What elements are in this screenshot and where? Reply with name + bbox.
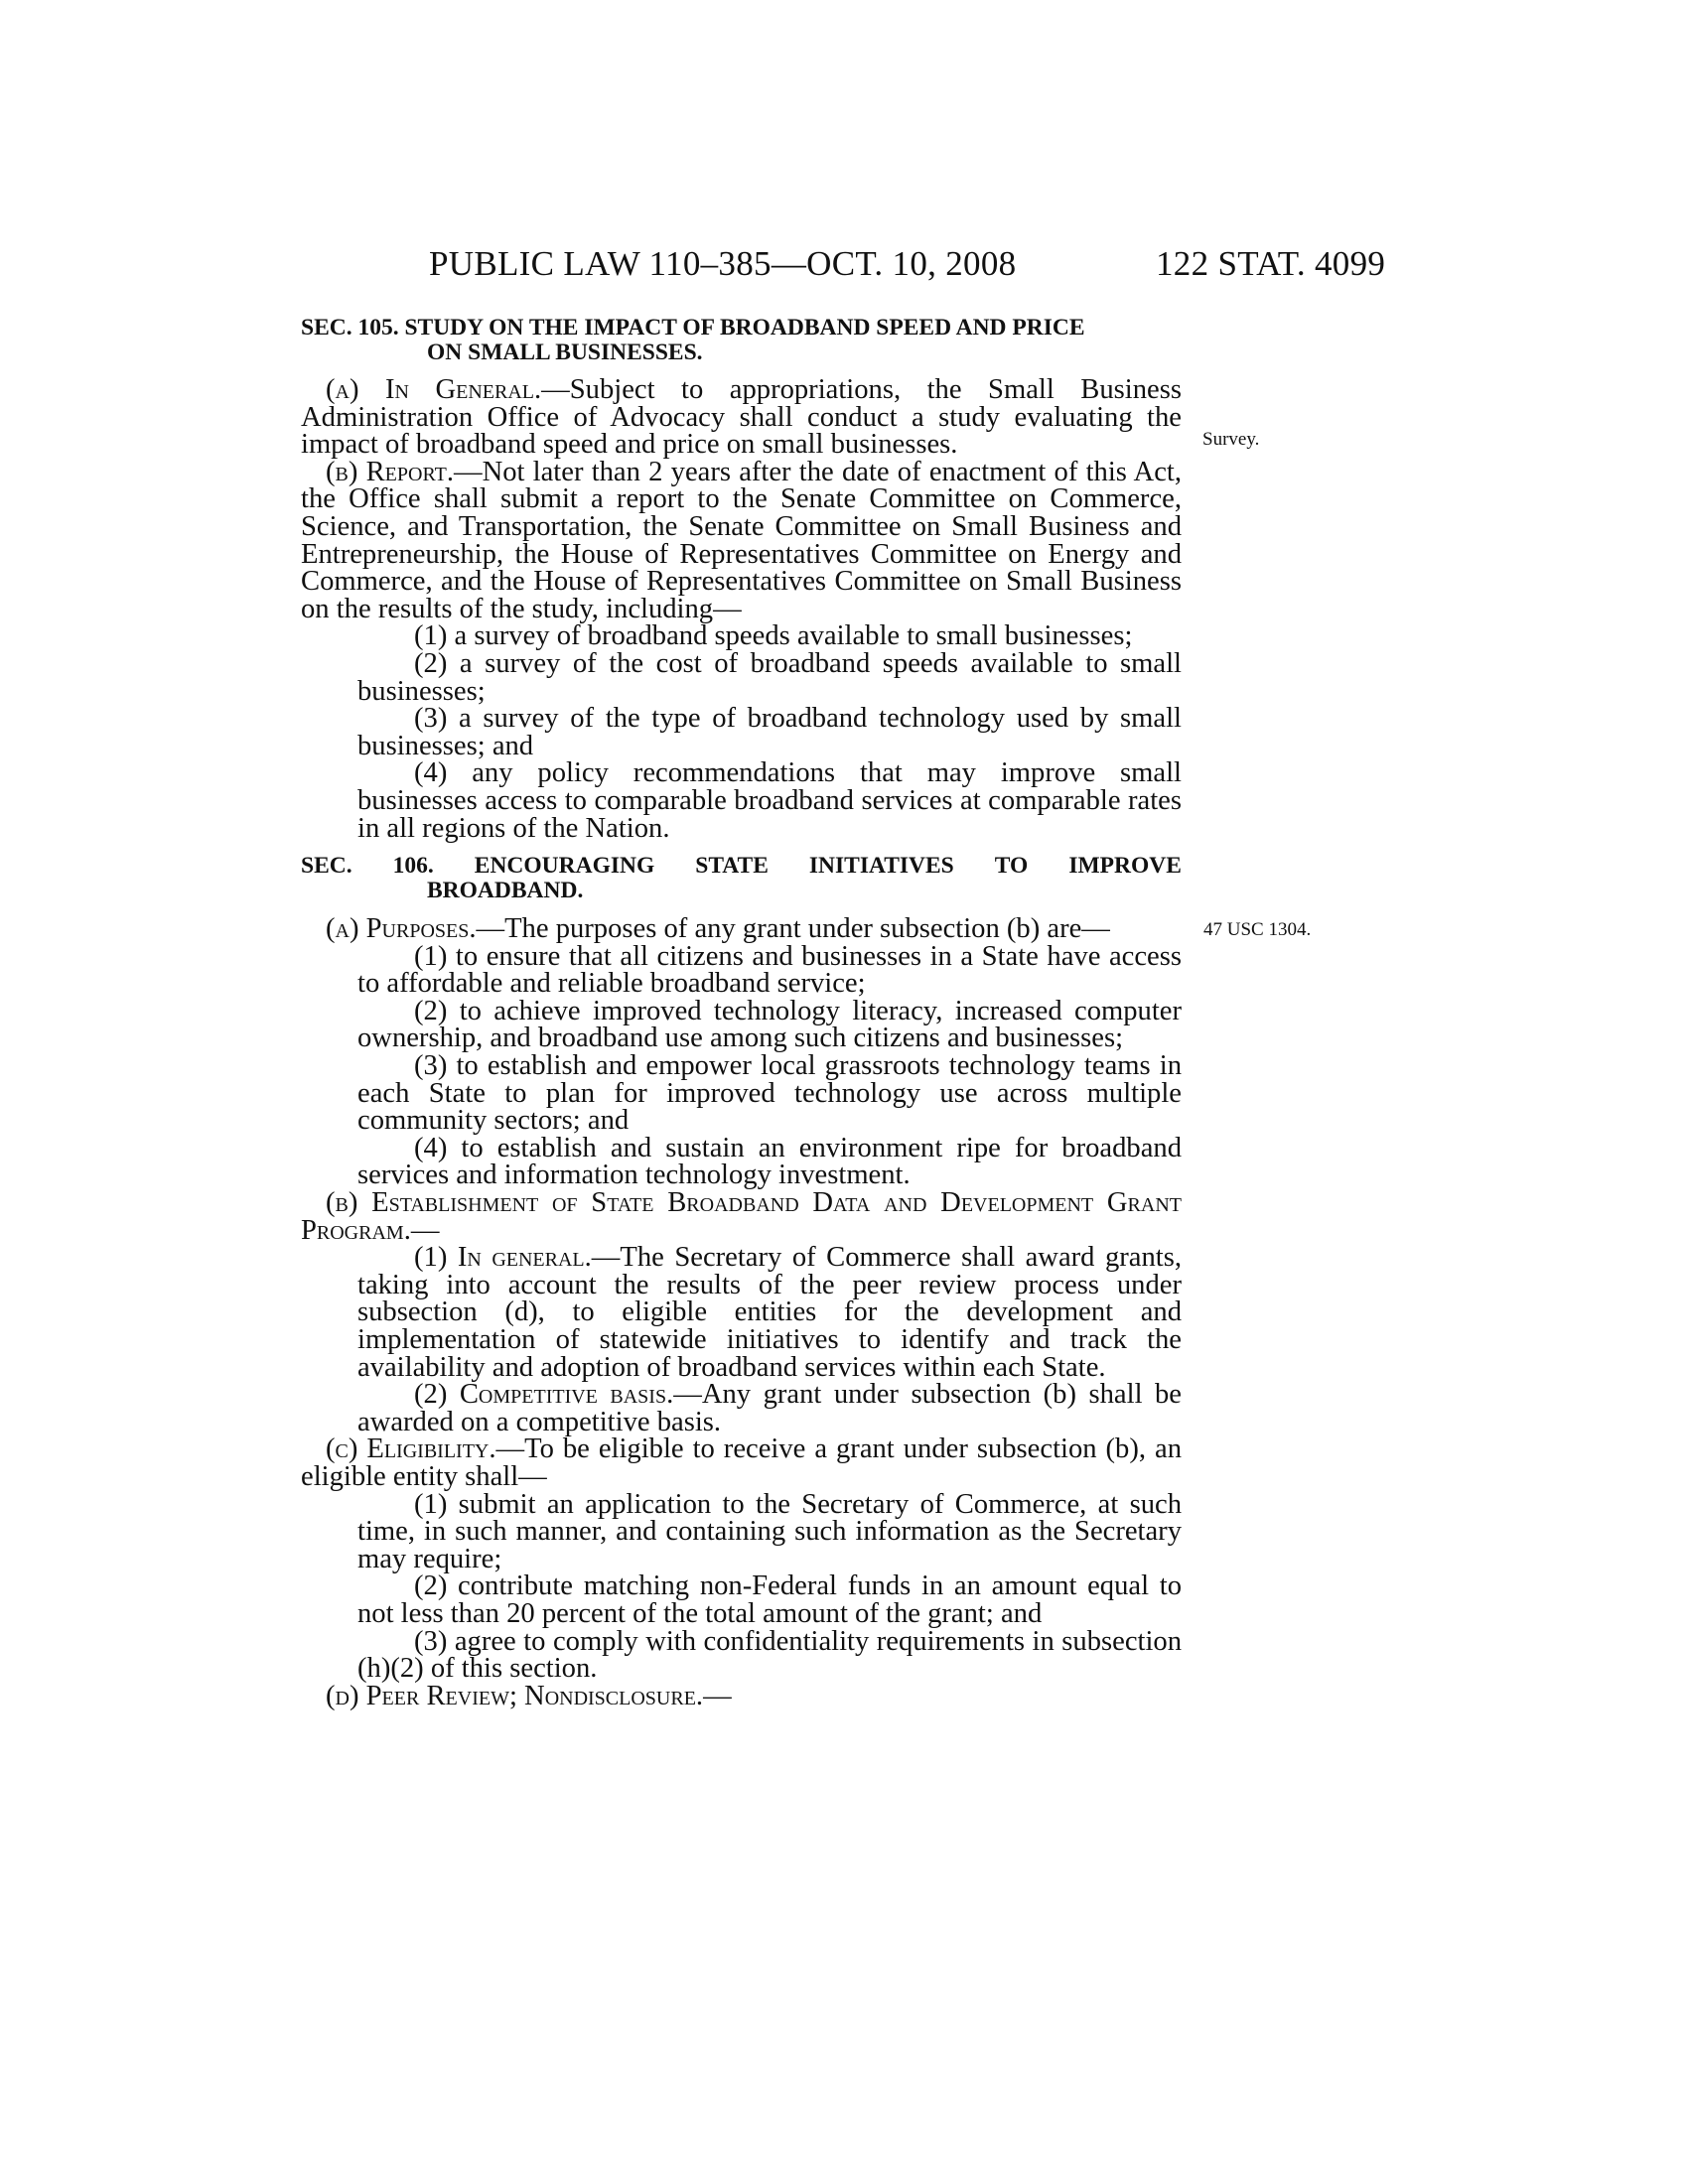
margin-note-usc: 47 USC 1304. <box>1203 919 1312 940</box>
sec105-item: (2) a survey of the cost of broadband speeds available to small businesses; <box>357 647 1182 707</box>
sec105-a-label: (a) In General. <box>326 374 542 405</box>
sec106-a-text: —The purposes of any grant under subsection (b) are— <box>476 913 1110 945</box>
sec106-a-item: (1) to ensure that all citizens and businesses in a State have access to affordable and reliable broadband service; <box>357 940 1182 1000</box>
sec106-b-label: (b) Establishment of State Broadband Data and Development Grant Program. <box>301 1187 1182 1246</box>
sec106-d-dash: — <box>703 1680 732 1711</box>
sec106-heading <box>301 854 1182 903</box>
sec106-heading-word: ENCOURAGING <box>474 853 655 880</box>
sec106-heading-line2: BROADBAND. <box>427 878 584 904</box>
sec105-heading-line1: SEC. 105. STUDY ON THE IMPACT OF BROADBAND SPEED AND PRICE <box>301 315 1085 341</box>
sec105-a <box>301 376 1182 459</box>
sec106-b1-text: —The Secretary of Commerce shall award grants, taking into account the results of the peer review process under subsection (d), to eligible entities for the development and implementation of statewide initiatives to identify and track the availability and adoption of broadband services within each State. <box>357 1242 1182 1383</box>
sec106-b <box>301 1189 1182 1244</box>
sec106-d-label: (d) Peer Review; Nondisclosure. <box>326 1680 704 1711</box>
sec106-c <box>301 1435 1182 1490</box>
sec106-heading-word: 106. <box>392 853 434 880</box>
page-header-title: PUBLIC LAW 110–385—OCT. 10, 2008 <box>429 244 1017 283</box>
sec105-b-label: (b) Report. <box>326 456 454 487</box>
sec105-item: (3) a survey of the type of broadband technology used by small businesses; and <box>357 703 1182 761</box>
sec106-b2-text: —Any grant under subsection (b) shall be awarded on a competitive basis. <box>357 1379 1183 1437</box>
sec106-heading-word: STATE <box>695 853 769 880</box>
sec105-b <box>301 456 1182 624</box>
sec106-b1 <box>301 1244 1182 1381</box>
sec105-heading-line2: ON SMALL BUSINESSES. <box>427 340 703 365</box>
sec106-b1-label: (1) In general. <box>414 1242 592 1274</box>
sec106-c-item: (2) contribute matching non-Federal funds in an amount equal to not less than 20 percent of the total amount of the grant; and <box>357 1570 1182 1629</box>
sec106-b-dash: — <box>410 1214 440 1246</box>
sec105-heading <box>301 316 1182 365</box>
sec106-heading-word: INITIATIVES <box>808 853 954 880</box>
sec106-heading-word: IMPROVE <box>1068 853 1182 880</box>
sec106-a <box>301 915 1182 943</box>
page-header-stat: 122 STAT. 4099 <box>1156 244 1386 283</box>
sec106-c-label: (c) Eligibility. <box>326 1433 496 1465</box>
sec105-item: (1) a survey of broadband speeds available to small businesses; <box>414 620 1133 652</box>
margin-note-survey: Survey. <box>1202 429 1260 450</box>
sec105-item: (4) any policy recommendations that may improve small businesses access to comparable broadband services at comparable rates in all regions of the Nation. <box>357 757 1182 844</box>
document-body <box>301 316 1182 1709</box>
sec106-b2 <box>301 1381 1182 1435</box>
sec106-a-item: (2) to achieve improved technology literacy, increased computer ownership, and broadband use among such citizens and businesses; <box>357 995 1182 1054</box>
sec106-a-item: (3) to establish and empower local grassroots technology teams in each State to plan for improved technology use across multiple community sectors; and <box>357 1050 1182 1137</box>
sec106-d <box>301 1680 1182 1711</box>
sec105-b-text: —Not later than 2 years after the date of enactment of this Act, the Office shall submit a report to the Senate Committee on Commerce, Science, and Transportation, the Senate Committee on Small Business and Entrepreneurship, the House of Representatives Committee on Energy and Commerce, and the House of Representatives Committee on Small Business on the results of the study, including— <box>301 456 1182 624</box>
sec106-a-item: (4) to establish and sustain an environment ripe for broadband services and information technology investment. <box>357 1132 1182 1191</box>
sec106-a-label: (a) Purposes. <box>326 913 477 945</box>
sec106-heading-word: SEC. <box>301 853 352 880</box>
sec106-c-item: (3) agree to comply with confidentiality requirements in subsection (h)(2) of this section. <box>357 1625 1182 1685</box>
sec106-heading-word: TO <box>994 853 1029 880</box>
sec106-c-item: (1) submit an application to the Secretary of Commerce, at such time, in such manner, and containing such information as the Secretary may require; <box>357 1488 1182 1574</box>
sec106-b2-label: (2) Competitive basis. <box>414 1379 674 1411</box>
sec105-a-text: —Subject to appropriations, the Small Business Administration Office of Advocacy shall conduct a study evaluating the impact of broadband speed and price on small businesses. <box>301 374 1182 461</box>
sec106-c-text: —To be eligible to receive a grant under subsection (b), an eligible entity shall— <box>301 1433 1183 1492</box>
